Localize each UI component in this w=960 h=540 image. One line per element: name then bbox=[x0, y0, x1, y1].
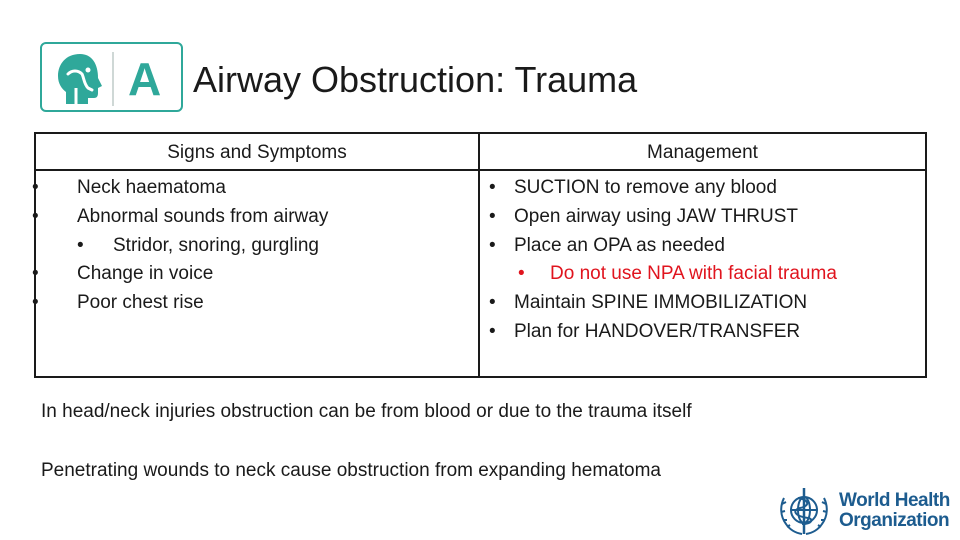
bullet: • bbox=[518, 263, 525, 285]
warning-subitem: • Do not use NPA with facial trauma bbox=[480, 260, 925, 289]
management-list bbox=[480, 174, 925, 347]
list-item: • Abnormal sounds from airway bbox=[36, 203, 478, 232]
head-airway-icon bbox=[54, 52, 106, 106]
bullet: • bbox=[489, 320, 496, 342]
signs-management-table bbox=[34, 132, 927, 378]
badge-letter: A bbox=[128, 53, 162, 105]
management-header: Management bbox=[647, 142, 758, 163]
list-item: • Open airway using JAW THRUST bbox=[480, 203, 925, 232]
page-title: Airway Obstruction: Trauma bbox=[193, 59, 638, 100]
list-item: • Place an OPA as needed bbox=[480, 232, 925, 261]
list-item: • Plan for HANDOVER/TRANSFER bbox=[480, 318, 925, 347]
bullet: • bbox=[32, 205, 39, 227]
airway-badge bbox=[40, 42, 183, 112]
who-wordmark bbox=[839, 491, 950, 531]
bullet: • bbox=[489, 234, 496, 256]
who-line1: World Health bbox=[839, 490, 950, 511]
who-emblem-icon bbox=[776, 484, 832, 538]
list-item: • Poor chest rise bbox=[36, 289, 478, 318]
bullet: • bbox=[77, 234, 84, 256]
bullet: • bbox=[489, 205, 496, 227]
note-penetrating-wounds: Penetrating wounds to neck cause obstruction from expanding hematoma bbox=[41, 460, 661, 481]
list-item: • Change in voice bbox=[36, 260, 478, 289]
signs-list bbox=[32, 174, 478, 318]
bullet: • bbox=[32, 177, 39, 198]
who-logo bbox=[776, 484, 952, 536]
bullet: • bbox=[489, 177, 496, 198]
signs-header: Signs and Symptoms bbox=[167, 142, 347, 163]
header-divider bbox=[36, 169, 925, 171]
list-subitem: • Stridor, snoring, gurgling bbox=[36, 232, 478, 261]
list-item: • SUCTION to remove any blood bbox=[480, 174, 925, 203]
bullet: • bbox=[32, 263, 39, 285]
badge-divider bbox=[112, 52, 114, 106]
list-item: • Neck haematoma bbox=[36, 174, 478, 203]
note-head-neck: In head/neck injuries obstruction can be from blood or due to the trauma itself bbox=[41, 401, 692, 422]
who-line2: Organization bbox=[839, 510, 950, 531]
bullet: • bbox=[489, 292, 496, 314]
list-item: • Maintain SPINE IMMOBILIZATION bbox=[480, 289, 925, 318]
bullet: • bbox=[32, 292, 39, 314]
